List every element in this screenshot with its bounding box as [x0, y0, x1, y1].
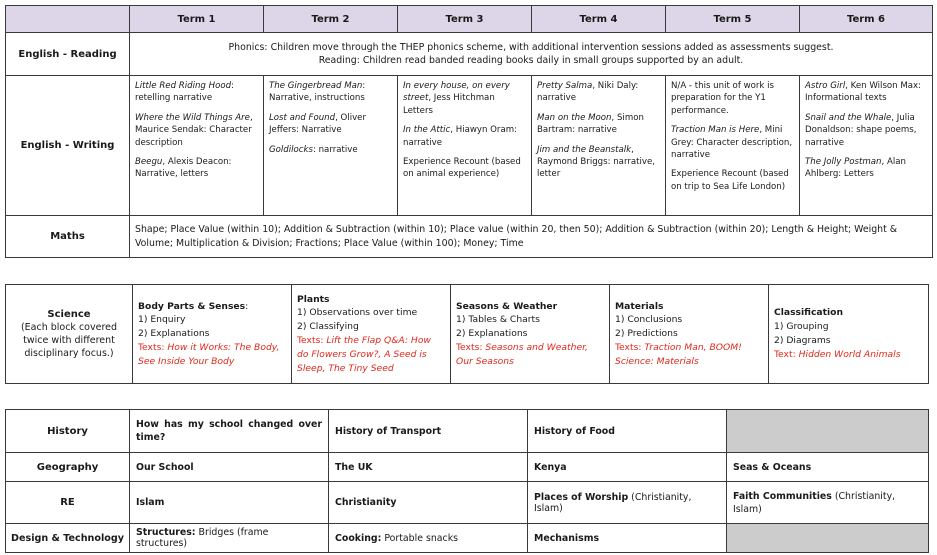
reading-label: English - Reading: [6, 33, 130, 76]
writing-unit: Man on the Moon, Simon Bartram: narrative: [537, 112, 644, 136]
term-header: Term 6: [800, 6, 933, 33]
dt-term-1: Structures: Bridges (frame structures): [130, 524, 329, 553]
foundation-subjects-table: [5, 409, 929, 553]
writing-term-6: [800, 76, 933, 216]
dt-term-2: Cooking: Portable snacks: [329, 524, 528, 553]
maths-label: Maths: [6, 216, 130, 258]
dt-term-3: Mechanisms: [528, 524, 727, 553]
science-table: [5, 284, 929, 384]
writing-unit: Goldilocks: narrative: [269, 144, 358, 155]
science-block-body-parts: Body Parts & Senses: 1) Enquiry 2) Explanations Texts: How it Works: The Body, See Inside Your Body: [133, 285, 292, 384]
english-maths-table: [5, 5, 933, 258]
writing-term-1: [130, 76, 264, 216]
writing-unit: Snail and the Whale, Julia Donaldson: shape poems, narrative: [805, 112, 917, 148]
writing-label: English - Writing: [6, 76, 130, 216]
writing-unit: Traction Man is Here, Mini Grey: Character description, narrative: [671, 125, 793, 161]
science-label: Science: [47, 309, 91, 320]
writing-unit: Where the Wild Things Are, Maurice Sendak: Character description: [135, 112, 253, 148]
writing-term-4: [532, 76, 666, 216]
re-term-3: Places of Worship (Christianity, Islam): [528, 482, 727, 524]
science-label-cell: [6, 285, 133, 384]
writing-unit: N/A - this unit of work is preparation for the Y1 performance.: [671, 81, 774, 116]
re-term-4: Faith Communities (Christianity, Islam): [727, 482, 929, 524]
geography-term-2: The UK: [329, 453, 528, 482]
history-term-3: History of Food: [528, 410, 727, 453]
writing-unit: In the Attic, Hiawyn Oram: narrative: [403, 125, 517, 148]
geography-term-3: Kenya: [528, 453, 727, 482]
science-note: (Each block covered twice with different disciplinary focus.): [20, 322, 118, 359]
dt-label: Design & Technology: [6, 524, 130, 553]
writing-unit: Lost and Found, Oliver Jeffers: Narrative: [269, 112, 366, 136]
term-header: Term 5: [666, 6, 800, 33]
writing-unit: The Jolly Postman, Alan Ahlberg: Letters: [805, 157, 906, 180]
term-header: Term 4: [532, 6, 666, 33]
science-block-plants: Plants 1) Observations over time 2) Classifying Texts: Lift the Flap Q&A: How do Flowers Grow?, A Seed is Sleep, The Tiny Seed: [292, 285, 451, 384]
history-empty-cell: [727, 410, 929, 453]
geography-term-4: Seas & Oceans: [727, 453, 929, 482]
term-header: Term 3: [398, 6, 532, 33]
writing-unit: Experience Recount (based on animal experience): [403, 157, 521, 180]
re-term-2: Christianity: [329, 482, 528, 524]
re-label: RE: [6, 482, 130, 524]
phonics-line: Phonics: Children move through the THEP phonics scheme, with additional intervention sessions added as assessments suggest.: [228, 42, 834, 53]
history-term-2: History of Transport: [329, 410, 528, 453]
writing-term-5: [666, 76, 800, 216]
writing-unit: Astro Girl, Ken Wilson Max: Informational texts: [805, 81, 922, 104]
reading-line: Reading: Children read banded reading books daily in small groups supported by an adult.: [318, 55, 744, 66]
writing-term-2: [264, 76, 398, 216]
writing-unit: Beegu, Alexis Deacon: Narrative, letters: [135, 157, 232, 180]
science-block-materials: Materials 1) Conclusions 2) Predictions Texts: Traction Man, BOOM! Science: Materials: [610, 285, 769, 384]
term-header: Term 1: [130, 6, 264, 33]
science-block-seasons: Seasons & Weather 1) Tables & Charts 2) Explanations Texts: Seasons and Weather, Our Seasons: [451, 285, 610, 384]
writing-term-3: [398, 76, 532, 216]
corner-cell: [6, 6, 130, 33]
writing-unit: The Gingerbread Man: Narrative, instructions: [269, 81, 366, 104]
writing-unit: In every house, on every street, Jess Hitchman Letters: [403, 81, 510, 116]
writing-unit: Experience Recount (based on trip to Sea Life London): [671, 169, 789, 192]
history-term-1: How has my school changed over time?: [130, 410, 329, 453]
writing-unit: Little Red Riding Hood: retelling narrative: [135, 81, 234, 104]
geography-label: Geography: [6, 453, 130, 482]
science-block-classification: Classification 1) Grouping 2) Diagrams Text: Hidden World Animals: [769, 285, 929, 384]
dt-empty-cell: [727, 524, 929, 553]
term-header: Term 2: [264, 6, 398, 33]
reading-content: [130, 33, 933, 76]
maths-content: Shape; Place Value (within 10); Addition & Subtraction (within 10); Place value (within 20, then 50); Addition & Subtraction (within 20); Length & Height; Weight & Volume; Multiplication & Division; Fractions; Place Value (within 100); Money; Time: [130, 216, 933, 258]
history-label: History: [6, 410, 130, 453]
writing-unit: Pretty Salma, Niki Daly: narrative: [537, 81, 639, 104]
writing-unit: Jim and the Beanstalk, Raymond Briggs: narrative, letter: [537, 144, 655, 180]
geography-term-1: Our School: [130, 453, 329, 482]
re-term-1: Islam: [130, 482, 329, 524]
